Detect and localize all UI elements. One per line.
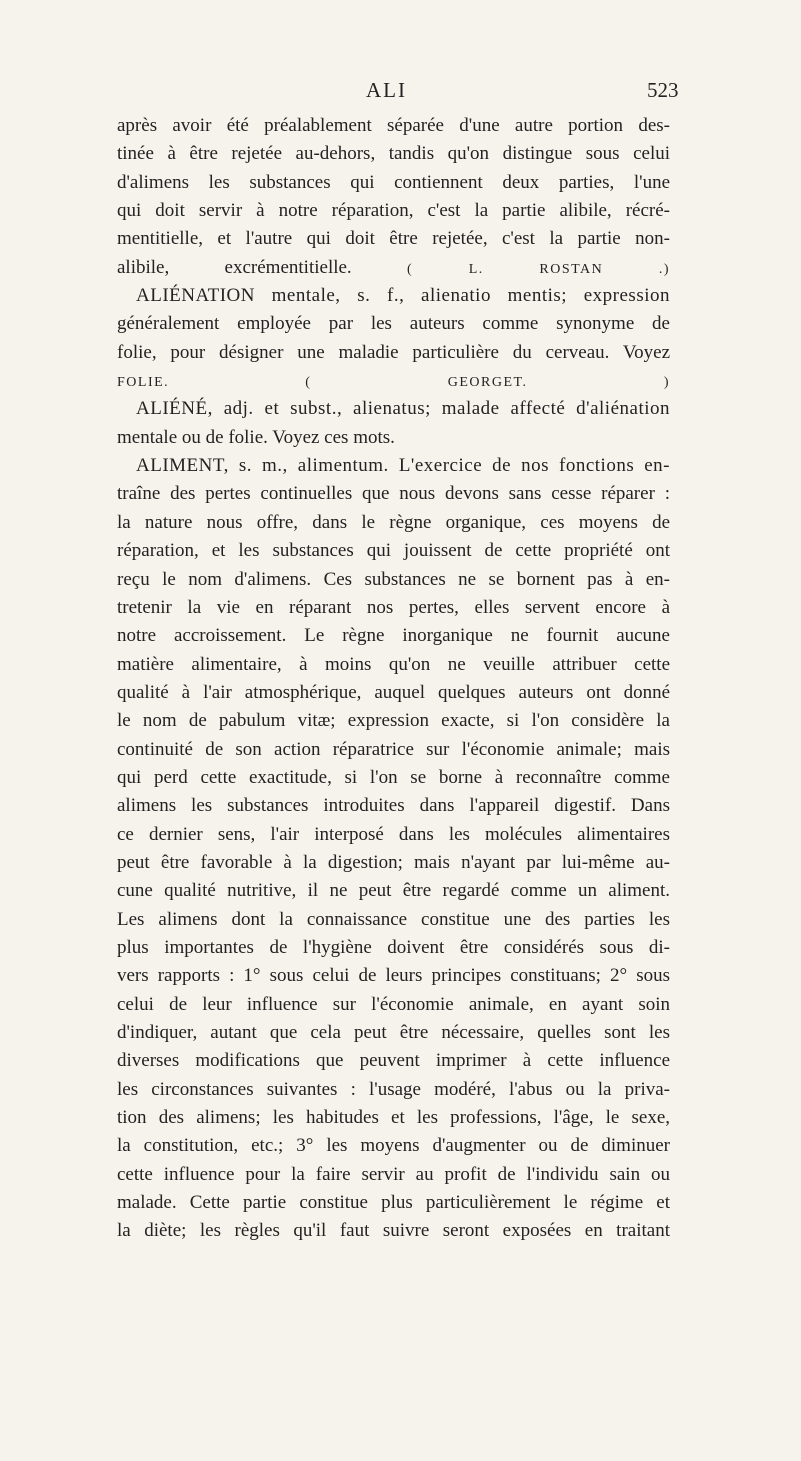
text-line: folie, pour désigner une maladie particulière du cerveau. Voyez — [117, 341, 670, 363]
entry-aliment: ALIMENT, s. m., alimentum. L'exercice de nos fonctions en- — [136, 455, 670, 477]
text-line: reçu le nom d'alimens. Ces substances ne se bornent pas à en- — [117, 568, 670, 590]
text-line — [117, 367, 670, 395]
text-line: peut être favorable à la digestion; mais n'ayant par lui-même au- — [117, 851, 670, 873]
text-line: d'indiquer, autant que cela peut être nécessaire, quelles sont les — [117, 1022, 670, 1043]
text-line: traîne des pertes continuelles que nous devons sans cesse réparer : — [117, 483, 670, 505]
running-head-title: ALI — [366, 78, 407, 102]
body-text — [117, 112, 670, 1246]
text-line: mentale ou de folie. Voyez ces mots. — [117, 426, 395, 448]
text-line: le nom de pabulum vitæ; expression exacte, si l'on considère la — [117, 710, 670, 732]
text-line: qui doit servir à notre réparation, c'est la partie alibile, récré- — [117, 200, 670, 222]
text-line — [117, 254, 670, 282]
text-line: celui de leur influence sur l'économie animale, en ayant soin — [117, 993, 670, 1015]
text-line: cette influence pour la faire servir au profit de l'individu sain ou — [117, 1163, 670, 1185]
text-line: notre accroissement. Le règne inorganique ne fournit aucune — [117, 625, 670, 647]
text-line: la constitution, etc.; 3° les moyens d'augmenter ou de diminuer — [117, 1135, 670, 1157]
text-line: cune qualité nutritive, il ne peut être regardé comme un aliment. — [117, 880, 670, 902]
text-line: malade. Cette partie constitue plus particulièrement le régime et — [117, 1192, 670, 1214]
page-number: 523 — [647, 78, 679, 102]
text-line: matière alimentaire, à moins qu'on ne veuille attribuer cette — [117, 653, 670, 675]
text-line: généralement employée par les auteurs comme synonyme de — [117, 313, 670, 335]
text-line: mentitielle, et l'autre qui doit être rejetée, c'est la partie non- — [117, 228, 670, 250]
entry-aliene: ALIÉNÉ, adj. et subst., alienatus; malade affecté d'aliénation — [136, 398, 670, 420]
running-head — [0, 78, 801, 108]
text-line: plus importantes de l'hygiène doivent être considérés sous di- — [117, 936, 670, 958]
text-line: diverses modifications que peuvent imprimer à cette influence — [117, 1050, 670, 1072]
text-line: après avoir été préalablement séparée d'une autre portion des- — [117, 115, 670, 136]
author-signature: ( GEORGET. ) — [305, 375, 671, 391]
text-line: ce dernier sens, l'air interposé dans les molécules alimentaires — [117, 823, 670, 845]
text-line: tinée à être rejetée au-dehors, tandis qu'on distingue sous celui — [117, 143, 670, 165]
text-line: Les alimens dont la connaissance constitue une des parties les — [117, 908, 670, 930]
author-signature: ( L. ROSTAN .) — [407, 261, 671, 277]
text-line: continuité de son action réparatrice sur l'économie animale; mais — [117, 738, 670, 760]
text-line: vers rapports : 1° sous celui de leurs principes constituans; 2° sous — [117, 965, 670, 987]
text-line: réparation, et les substances qui jouissent de cette propriété ont — [117, 540, 670, 562]
text-line: qualité à l'air atmosphérique, auquel quelques auteurs ont donné — [117, 681, 670, 703]
text-line: la diète; les règles qu'il faut suivre seront exposées en traitant — [117, 1220, 670, 1242]
cross-reference: FOLIE. — [117, 375, 170, 391]
text-line: qui perd cette exactitude, si l'on se borne à reconnaître comme — [117, 766, 670, 788]
text-line: la nature nous offre, dans le règne organique, ces moyens de — [117, 511, 670, 533]
text-line: d'alimens les substances qui contiennent deux parties, l'une — [117, 171, 670, 193]
entry-end-text: alibile, excrémentitielle. — [117, 256, 352, 278]
text-line: alimens les substances introduites dans l'appareil digestif. Dans — [117, 795, 670, 817]
text-line: tretenir la vie en réparant nos pertes, elles servent encore à — [117, 596, 670, 618]
entry-alienation: ALIÉNATION mentale, s. f., alienatio mentis; expression — [136, 285, 670, 307]
text-line: les circonstances suivantes : l'usage modéré, l'abus ou la priva- — [117, 1078, 670, 1100]
text-line: tion des alimens; les habitudes et les professions, l'âge, le sexe, — [117, 1107, 670, 1129]
